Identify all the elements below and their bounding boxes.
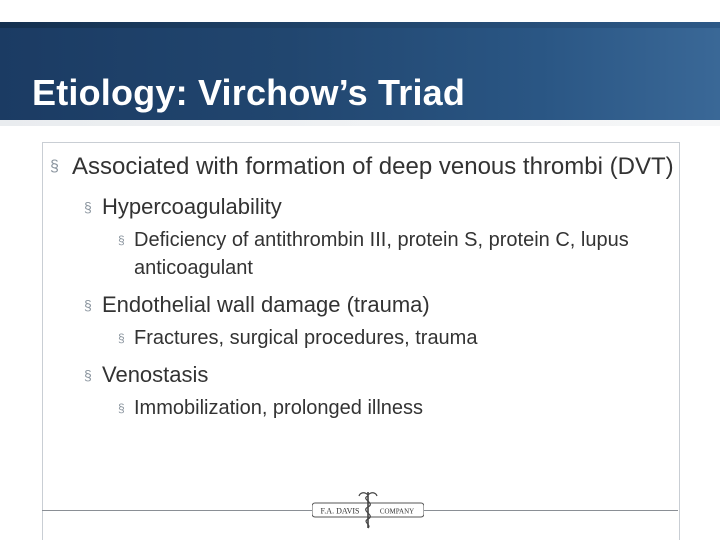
bullet-item xyxy=(118,394,680,422)
bullet-text: Hypercoagulability xyxy=(102,194,282,219)
publisher-logo xyxy=(312,490,424,530)
slide-title: Etiology: Virchow’s Triad xyxy=(32,72,466,113)
bullet-marker: § xyxy=(50,158,59,175)
bullet-list xyxy=(50,150,680,422)
bullet-marker: § xyxy=(118,401,125,415)
bullet-marker: § xyxy=(118,331,125,345)
bullet-marker: § xyxy=(84,297,92,313)
bullet-item xyxy=(84,192,680,222)
bullet-text: Endothelial wall damage (trauma) xyxy=(102,292,430,317)
bullet-item xyxy=(84,290,680,320)
bullet-marker: § xyxy=(118,233,125,247)
bullet-text: Deficiency of antithrombin III, protein S, protein C, lupus anticoagulant xyxy=(134,229,629,279)
logo-left-text: F.A. DAVIS xyxy=(320,506,360,516)
bullet-item xyxy=(118,226,680,282)
bullet-item xyxy=(118,324,680,352)
bullet-item xyxy=(50,150,680,184)
bullet-text: Fractures, surgical procedures, trauma xyxy=(134,327,478,349)
bullet-item xyxy=(84,360,680,390)
bullet-marker: § xyxy=(84,367,92,383)
bullet-marker: § xyxy=(84,199,92,215)
logo-right-text: COMPANY xyxy=(379,507,415,516)
bullet-text: Immobilization, prolonged illness xyxy=(134,397,424,419)
title-divider xyxy=(0,120,720,126)
bullet-text: Associated with formation of deep venous thrombi (DVT) xyxy=(72,153,674,180)
bullet-text: Venostasis xyxy=(102,362,209,387)
